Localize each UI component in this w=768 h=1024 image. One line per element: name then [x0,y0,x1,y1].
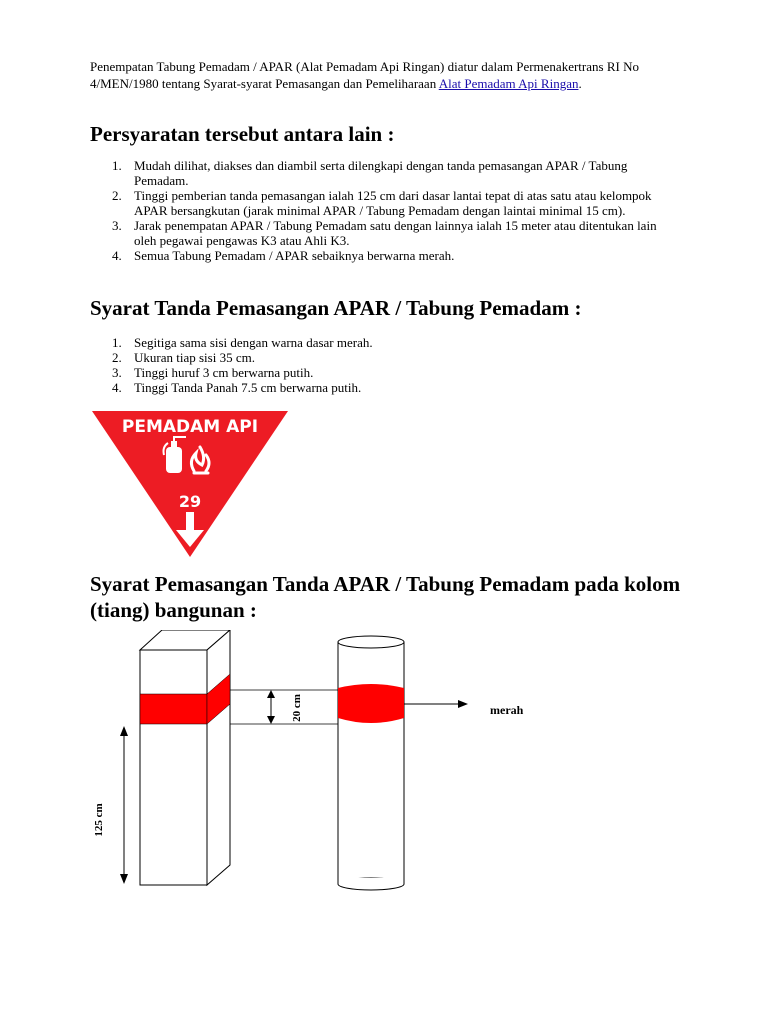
list-item [112,335,682,350]
color-label: merah [490,703,524,717]
syarat-tanda-list [112,335,682,395]
sign-number: 29 [178,492,202,511]
list-item [112,188,682,218]
band-dimension [230,690,350,724]
height-dimension [120,726,128,884]
persyaratan-list [112,158,682,263]
list-number: 3. [112,218,122,233]
red-band-front [140,694,207,724]
red-band-round [338,684,404,723]
list-item [112,380,682,395]
intro-text: Penempatan Tabung Pemadam / APAR (Alat Pemadam Api Ringan) diatur dalam Permenakertrans RI No 4/MEN/1980 tentang Syarat-syarat Pemasangan dan Pemeliharaan [90,59,639,91]
list-item [112,158,682,188]
list-number: 4. [112,380,122,395]
sign-label: PEMADAM API [121,417,259,437]
list-text: Semua Tabung Pemadam / APAR sebaiknya berwarna merah. [134,248,455,263]
list-item [112,365,682,380]
list-item [112,248,682,263]
list-item [112,350,682,365]
list-text: Segitiga sama sisi dengan warna dasar merah. [134,335,373,350]
list-number: 2. [112,350,122,365]
list-text: Tinggi pemberian tanda pemasangan ialah 125 cm dari dasar lantai tepat di atas satu atau kelompok APAR bersangkutan (jarak minimal APAR / Tabung Pemadam dengan laintai minimal 15 cm). [134,188,652,218]
list-number: 3. [112,365,122,380]
fire-extinguisher-sign [90,409,290,557]
section-heading-syarat-tanda: Syarat Tanda Pemasangan APAR / Tabung Pemadam : [90,296,582,320]
intro-paragraph [90,58,690,92]
list-number: 1. [112,335,122,350]
list-text: Tinggi Tanda Panah 7.5 cm berwarna putih. [134,380,362,395]
round-column [338,636,404,890]
list-text: Tinggi huruf 3 cm berwarna putih. [134,365,314,380]
list-number: 2. [112,188,122,203]
column-diagram [80,630,560,900]
band-label: 20 cm [291,694,303,722]
list-number: 1. [112,158,122,173]
list-item [112,218,682,248]
square-column [140,630,230,885]
list-text: Mudah dilihat, diakses dan diambil serta dilengkapi dengan tanda pemasangan APAR / Tabung Pemadam. [134,158,628,188]
list-text: Jarak penempatan APAR / Tabung Pemadam satu dengan lainnya ialah 15 meter atau ditentukan lain oleh pegawai pengawas K3 atau Ahli K3. [134,218,657,248]
intro-end: . [578,76,582,91]
height-label: 125 cm [93,803,105,837]
pointer-arrow [404,700,468,708]
apar-link[interactable]: Alat Pemadam Api Ringan [438,76,579,91]
list-text: Ukuran tiap sisi 35 cm. [134,350,255,365]
list-number: 4. [112,248,122,263]
section-heading-syarat-pemasangan: Syarat Pemasangan Tanda APAR / Tabung Pemadam pada kolom (tiang) bangunan : [90,572,681,622]
section-heading-persyaratan: Persyaratan tersebut antara lain : [90,122,395,146]
